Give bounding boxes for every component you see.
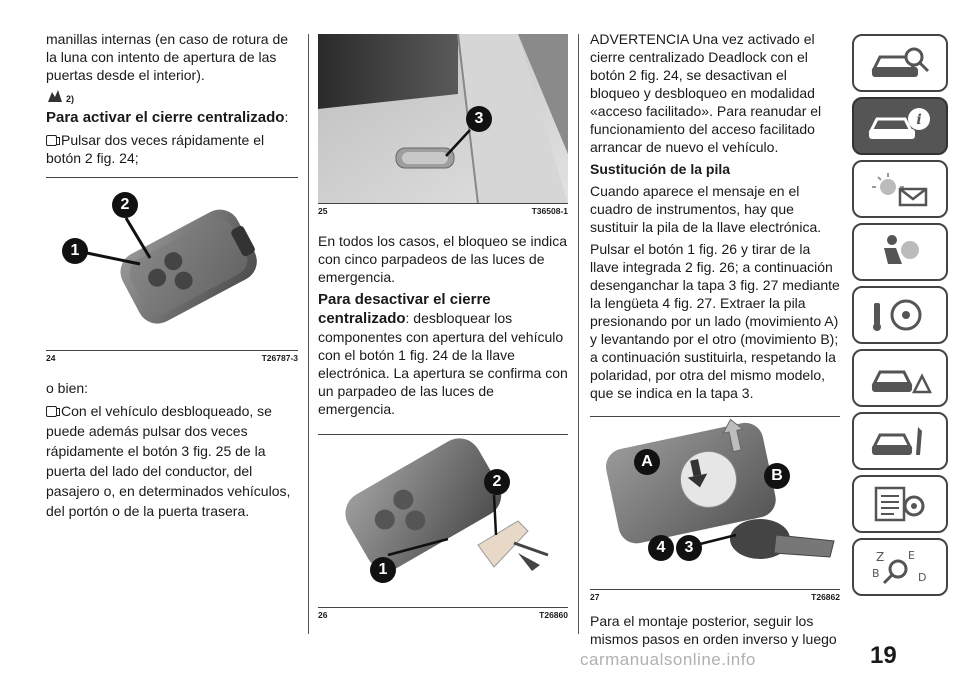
tab-driving[interactable] (852, 286, 948, 344)
callout-3: 3 (676, 535, 702, 561)
column-1: manillas internas (en caso de rotura de la luna con intento de apertura de las puertas desde el interior). 2) Para activar el cierre centralizado: Pulsar dos veces rápidamente el botón 2 fig. 24; 1 2 24 T26787-3 o bien: Con el vehículo desbloqueado, se puede además pulsar dos veces rápidamente el botón 3 fig. 25 de la puerta del lado del conductor, del pasajero o, en determinados vehículos, del portón o de la puerta trasera. (46, 31, 298, 519)
airbag-seat-icon (868, 232, 932, 272)
column-divider (578, 34, 579, 634)
page-number: 19 (870, 642, 897, 669)
warning-ref-number: 2) (66, 94, 75, 104)
figure-26-caption (318, 608, 568, 622)
warning-lights-icon (868, 169, 932, 209)
tab-emergency[interactable] (852, 349, 948, 407)
figure-number: 24 (46, 353, 56, 363)
callout-2: 2 (112, 192, 138, 218)
figure-code: T26787-3 (261, 353, 298, 363)
tab-index[interactable] (852, 538, 948, 596)
heading-activate: Para activar el cierre centralizado (46, 109, 285, 126)
figure-24-caption (46, 351, 298, 365)
bullet-icon (46, 406, 57, 417)
car-info-icon (865, 105, 935, 147)
callout-4: 4 (648, 535, 674, 561)
bullet-item: Con el vehículo desbloqueado, se puede además pulsar dos veces rápidamente el botón 3 fig. 25 de la puerta del lado del conductor, del pasajero o, en determinados vehículos, del portón o de la puerta trasera. (46, 403, 291, 519)
svg-text:D: D (918, 571, 927, 584)
column-3 (590, 0, 840, 652)
technical-data-icon (868, 484, 932, 524)
tab-warning-lights[interactable] (852, 160, 948, 218)
steering-key-icon (868, 295, 932, 335)
figure-24 (46, 177, 298, 351)
figure-code: T36508-1 (531, 206, 568, 216)
callout-2: 2 (484, 469, 510, 495)
tab-dashboard[interactable] (852, 34, 948, 92)
index-icon (868, 547, 932, 587)
callout-A: A (634, 449, 660, 475)
figure-code: T26862 (811, 592, 840, 602)
column-2 (318, 0, 568, 622)
warning-hand-icon (46, 88, 64, 104)
paragraph: En todos los casos, el bloqueo se indica con cinco parpadeos de las luces de emergencia. (318, 233, 568, 285)
callout-1: 1 (370, 557, 396, 583)
paragraph: Cuando aparece el mensaje en el cuadro de instrumentos, hay que sustituir la pila de la llave electrónica. (590, 183, 822, 235)
callout-B: B (764, 463, 790, 489)
car-service-icon (868, 421, 932, 461)
figure-25 (318, 34, 568, 204)
warning-paragraph: ADVERTENCIA Una vez activado el cierre centralizado Deadlock con el botón 2 fig. 24, se desactivan el bloqueo y desbloqueo en modalidad «acceso facilitado». Para reanudar el funcionamiento del acceso facilitado arrancar de nuevo el vehículo. (590, 31, 822, 155)
heading-deactivate: Para desactivar el cierre centralizado (318, 291, 491, 327)
figure-number: 26 (318, 610, 328, 620)
figure-code: T26860 (539, 610, 568, 620)
figure-27-caption (590, 590, 840, 604)
figure-number: 25 (318, 206, 328, 216)
figure-25-caption (318, 204, 568, 218)
warning-reference (46, 88, 298, 104)
svg-text:B: B (872, 567, 880, 580)
callout-3: 3 (466, 106, 492, 132)
tab-getting-started[interactable] (852, 97, 948, 155)
svg-text:E: E (908, 549, 915, 562)
paragraph: o bien: (46, 380, 89, 396)
figure-27 (590, 416, 840, 590)
battery-replacement-illustration (590, 417, 840, 590)
paragraph: manillas internas (en caso de rotura de la luna con intento de apertura de las puertas desde el interior). (46, 31, 289, 83)
callout-1: 1 (62, 238, 88, 264)
key-card-illustration (46, 178, 298, 351)
door-handle-illustration (318, 34, 568, 204)
tab-technical-data[interactable] (852, 475, 948, 533)
paragraph: Para el montaje posterior, seguir los mismos pasos en orden inverso y luego (590, 613, 837, 647)
tab-maintenance[interactable] (852, 412, 948, 470)
chapter-tabs (852, 34, 960, 601)
bullet-icon (46, 135, 57, 146)
figure-26 (318, 434, 568, 608)
watermark: carmanualsonline.info (580, 650, 756, 669)
figure-number: 27 (590, 592, 600, 602)
column-divider (308, 34, 309, 634)
svg-text:i: i (916, 112, 922, 128)
paragraph-deactivate: Para desactivar el cierre centralizado: desbloquear los componentes con apertura del vehículo con el botón 1 fig. 24 de la llave electrónica. La apertura se confirma con un parpadeo de las luces de emergencia. (318, 291, 568, 417)
car-search-icon (868, 43, 932, 83)
paragraph: Pulsar el botón 1 fig. 26 y tirar de la llave integrada 2 fig. 26; a continuación desenganchar la tapa 3 fig. 27 mediante la lengüeta 4 fig. 27. Extraer la pila presionando por un lado (movimiento A) y levantando por el otro (movimiento B); a continuación sustituirla, respetando la polaridad, por otra del mismo modelo, que se indica en la tapa 3. (590, 241, 840, 401)
heading-battery: Sustitución de la pila (590, 161, 731, 177)
tab-safety[interactable] (852, 223, 948, 281)
breakdown-icon (868, 358, 932, 398)
svg-text:Z: Z (876, 550, 885, 564)
key-release-illustration (318, 435, 568, 608)
bullet-item: Pulsar dos veces rápidamente el botón 2 fig. 24; (46, 132, 265, 166)
